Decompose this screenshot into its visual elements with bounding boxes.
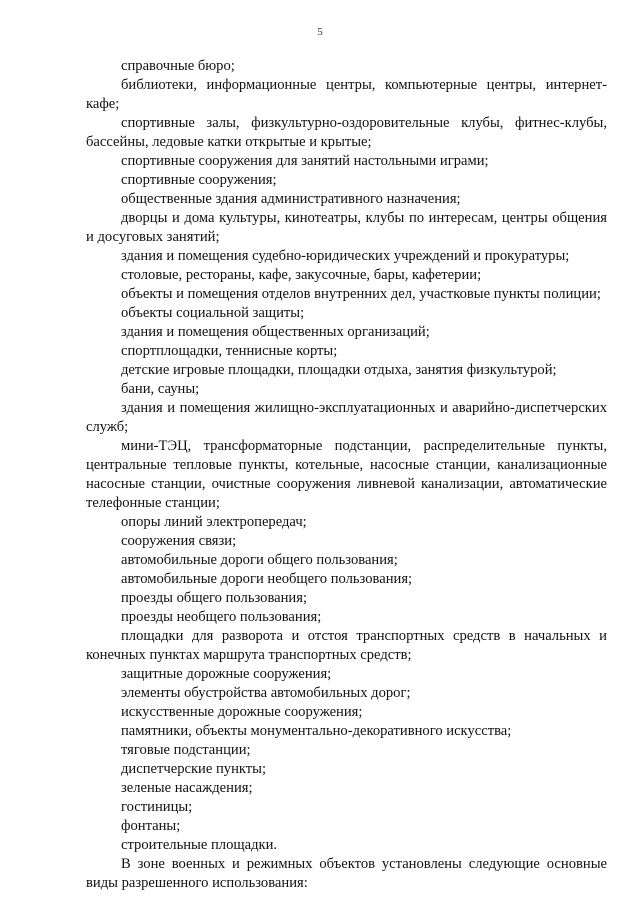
paragraph: здания и помещения жилищно-эксплуатационных и аварийно-диспетчерских служб; <box>86 400 607 435</box>
paragraph: защитные дорожные сооружения; <box>121 666 332 682</box>
paragraph: зеленые насаждения; <box>121 780 253 796</box>
paragraph: автомобильные дороги необщего пользования; <box>121 571 413 587</box>
paragraph: мини-ТЭЦ, трансформаторные подстанции, распределительные пункты, центральные тепловые пункты, котельные, насосные станции, канализационные насосные станции, очистные сооружения ливневой канализации, автоматические телефонные станции; <box>86 438 607 511</box>
paragraph: столовые, рестораны, кафе, закусочные, бары, кафетерии; <box>121 267 482 283</box>
paragraph: здания и помещения судебно-юридических учреждений и прокуратуры; <box>121 248 570 264</box>
paragraph: общественные здания административного назначения; <box>121 191 461 207</box>
paragraph: справочные бюро; <box>121 58 235 74</box>
paragraph: спортивные сооружения; <box>121 172 277 188</box>
paragraph: детские игровые площадки, площадки отдыха, занятия физкультурой; <box>121 362 557 378</box>
paragraph: автомобильные дороги общего пользования; <box>121 552 398 568</box>
paragraph: проезды общего пользования; <box>121 590 308 606</box>
paragraph: библиотеки, информационные центры, компьютерные центры, интернет-кафе; <box>86 77 607 112</box>
paragraph: тяговые подстанции; <box>121 742 251 758</box>
paragraph: строительные площадки. <box>121 837 278 853</box>
paragraph: спортплощадки, теннисные корты; <box>121 343 338 359</box>
paragraph: гостиницы; <box>121 799 193 815</box>
page-number: 5 <box>317 26 323 38</box>
paragraph: бани, сауны; <box>121 381 200 397</box>
paragraph: памятники, объекты монументально-декоративного искусства; <box>121 723 512 739</box>
paragraph: искусственные дорожные сооружения; <box>121 704 363 720</box>
paragraph: спортивные залы, физкультурно-оздоровительные клубы, фитнес-клубы, бассейны, ледовые катки открытые и крытые; <box>86 115 607 150</box>
paragraph: сооружения связи; <box>121 533 237 549</box>
paragraph: опоры линий электропередач; <box>121 514 307 530</box>
paragraph: спортивные сооружения для занятий настольными играми; <box>121 153 489 169</box>
paragraph: фонтаны; <box>121 818 181 834</box>
paragraph: объекты и помещения отделов внутренних дел, участковые пункты полиции; <box>121 286 601 302</box>
paragraph: здания и помещения общественных организаций; <box>121 324 430 340</box>
paragraph: элементы обустройства автомобильных дорог; <box>121 685 411 701</box>
paragraph: площадки для разворота и отстоя транспортных средств в начальных и конечных пунктах маршрута транспортных средств; <box>86 628 607 663</box>
paragraph: объекты социальной защиты; <box>121 305 305 321</box>
paragraph: проезды необщего пользования; <box>121 609 322 625</box>
document-body <box>86 57 607 893</box>
paragraph: дворцы и дома культуры, кинотеатры, клубы по интересам, центры общения и досуговых занятий; <box>86 210 607 245</box>
paragraph: диспетчерские пункты; <box>121 761 267 777</box>
paragraph: В зоне военных и режимных объектов установлены следующие основные виды разрешенного использования: <box>86 856 607 891</box>
